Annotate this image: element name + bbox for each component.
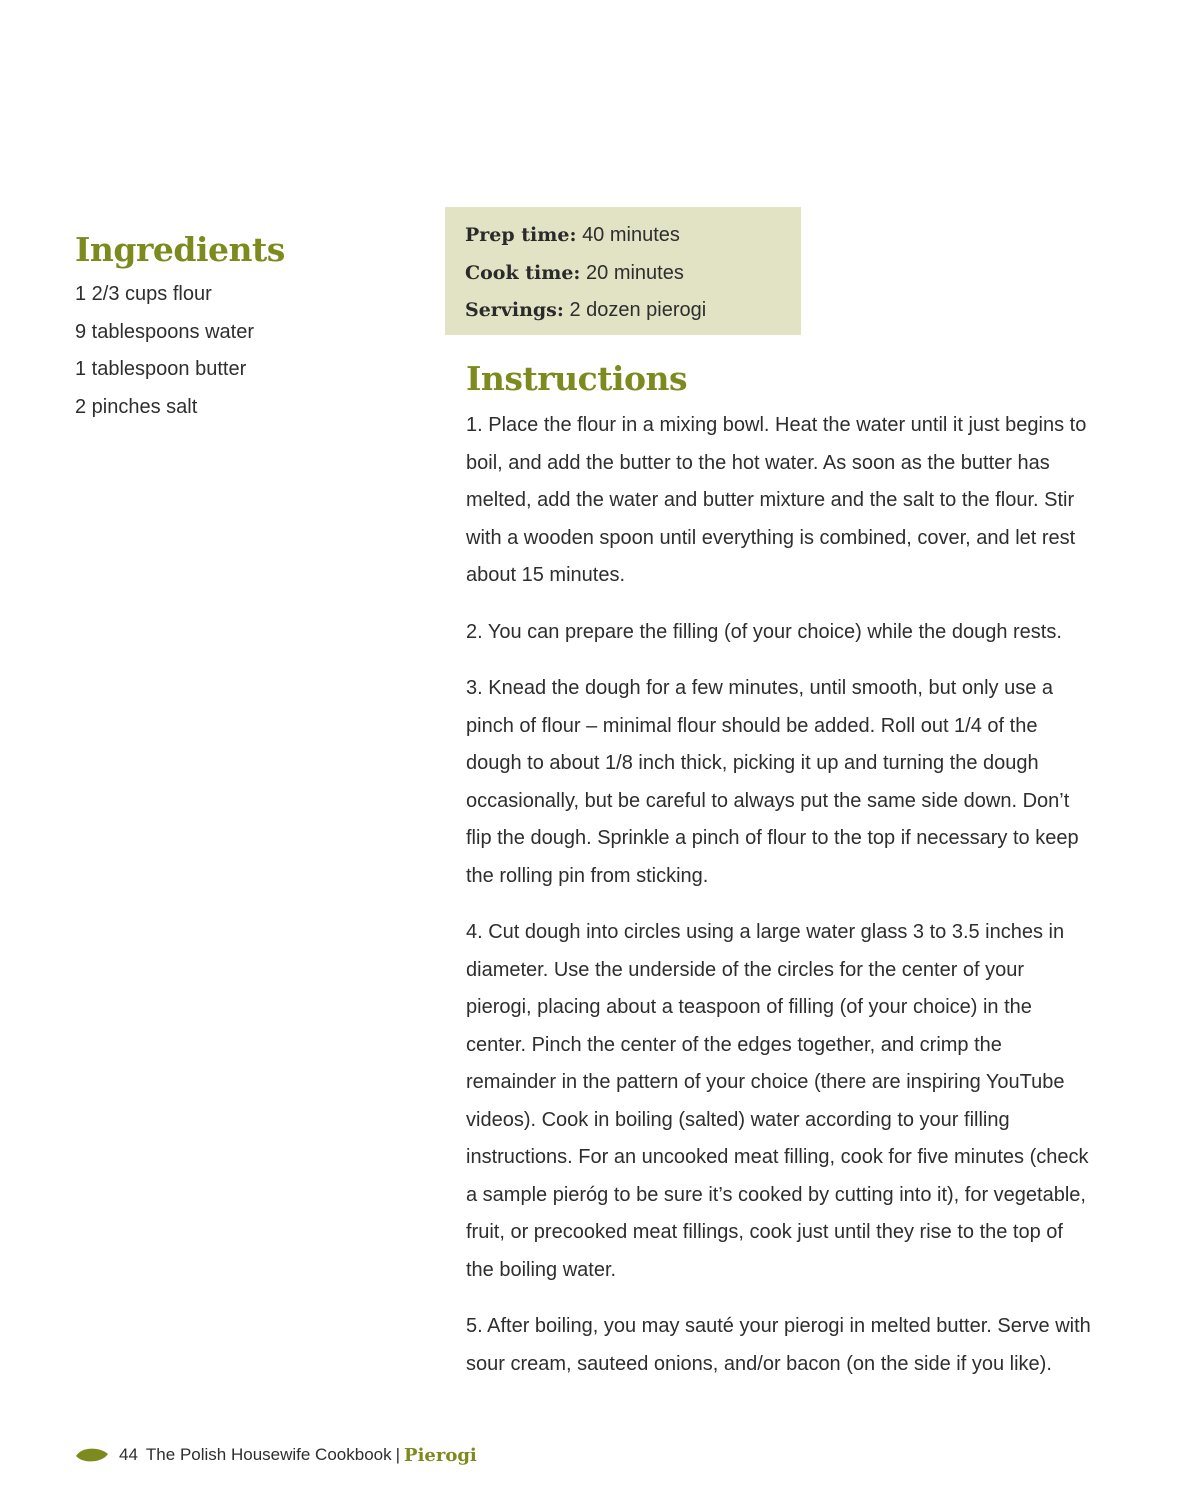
cook-time-label: Cook time: [465, 261, 581, 284]
instruction-step: 5. After boiling, you may sauté your pierogi in melted butter. Serve with sour cream, sauteed onions, and/or bacon (on the side if you like). [466, 1315, 1091, 1375]
instruction-step: 1. Place the flour in a mixing bowl. Heat the water until it just begins to boil, and add the butter to the hot water. As soon as the butter has melted, add the water and butter mixture and the salt to the flour. Stir with a wooden spoon until everything is combined, cover, and let rest about 15 minutes. [466, 414, 1087, 586]
instructions-section [466, 357, 1091, 1402]
servings-row [465, 292, 781, 330]
section-name: Pierogi [404, 1444, 477, 1466]
instruction-step: 4. Cut dough into circles using a large water glass 3 to 3.5 inches in diameter. Use the underside of the circles for the center of your pierogi, placing about a teaspoon of filling (of your choice) in the center. Pinch the center of the edges together, and crimp the remainder in the pattern of your choice (there are inspiring YouTube videos). Cook in boiling (salted) water according to your filling instructions. For an uncooked meat filling, cook for five minutes (check a sample pieróg to be sure it’s cooked by cutting into it), for vegetable, fruit, or precooked meat fillings, cook just until they rise to the top of the boiling water. [466, 921, 1089, 1281]
servings-label: Servings: [465, 299, 564, 321]
cook-time-value: 20 minutes [586, 261, 684, 284]
ingredient-item: 2 pinches salt [75, 395, 198, 418]
page-footer [75, 1440, 477, 1470]
page-number: 44 [119, 1445, 138, 1464]
ingredients-list [75, 276, 395, 426]
servings-value: 2 dozen pierogi [569, 299, 707, 321]
ingredients-section [75, 228, 395, 426]
recipe-meta-box [445, 207, 801, 335]
ingredients-heading: Ingredients [75, 230, 285, 269]
footer-separator: | [395, 1445, 401, 1464]
prep-time-value: 40 minutes [582, 224, 680, 246]
leaf-icon [75, 1445, 109, 1465]
instructions-heading: Instructions [466, 359, 688, 398]
prep-time-row [465, 217, 781, 255]
cook-time-row [465, 255, 781, 293]
instructions-list [466, 407, 1091, 1383]
ingredient-item: 1 tablespoon butter [75, 358, 247, 380]
ingredient-item: 9 tablespoons water [75, 320, 255, 343]
ingredient-item: 1 2/3 cups flour [75, 283, 212, 305]
instruction-step: 2. You can prepare the filling (of your choice) while the dough rests. [466, 620, 1062, 643]
book-title: The Polish Housewife Cookbook [145, 1445, 392, 1464]
prep-time-label: Prep time: [465, 224, 577, 246]
instruction-step: 3. Knead the dough for a few minutes, until smooth, but only use a pinch of flour – minimal flour should be added. Roll out 1/4 of the dough to about 1/8 inch thick, picking it up and turning the dough occasionally, but be careful to always put the same side down. Don’t flip the dough. Sprinkle a pinch of flour to the top if necessary to keep the rolling pin from sticking. [466, 677, 1079, 887]
